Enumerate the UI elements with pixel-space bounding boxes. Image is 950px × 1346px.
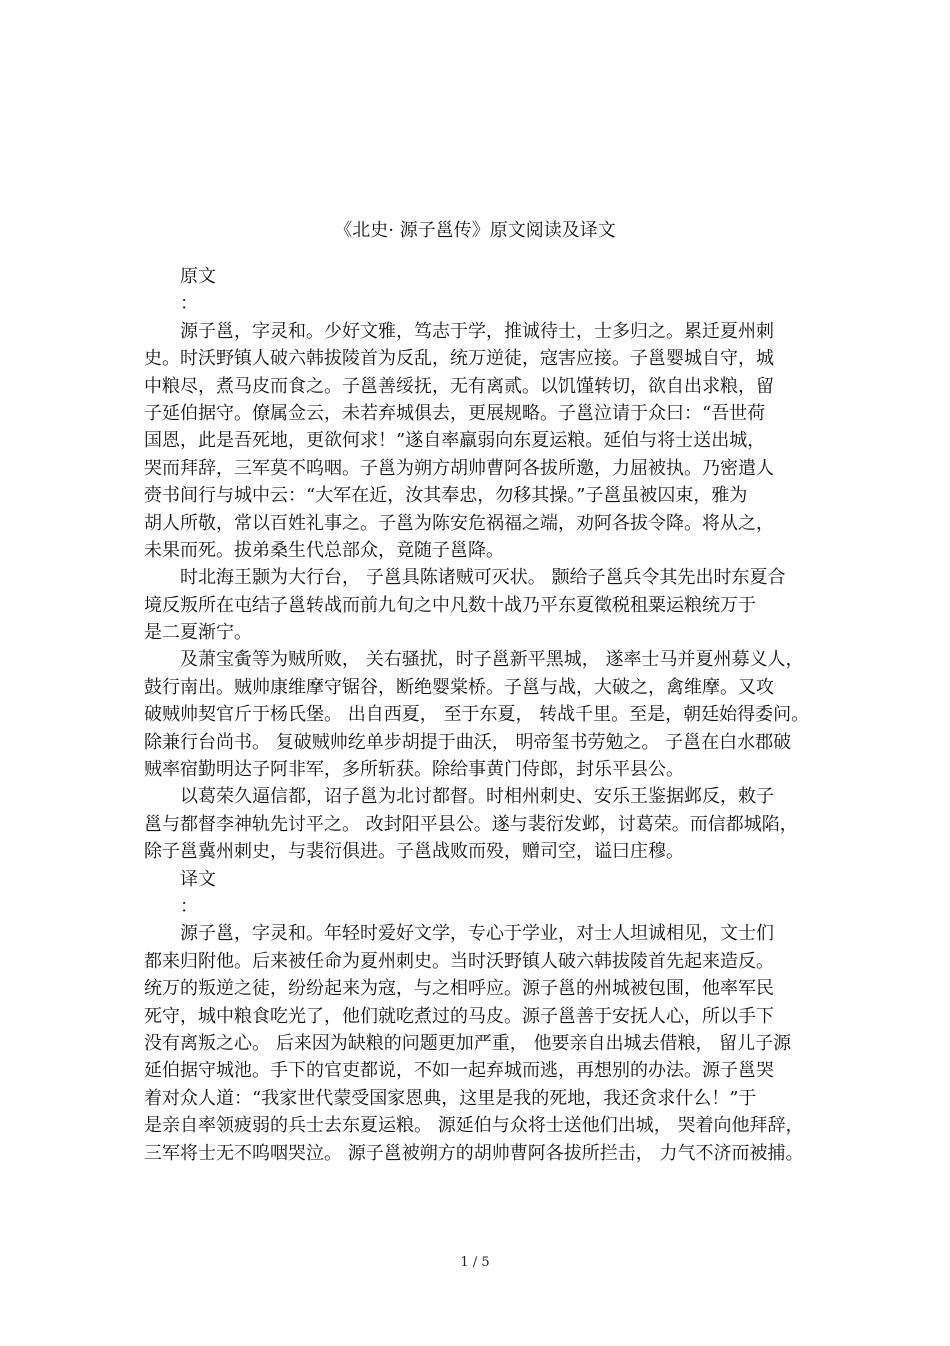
- text-line: 子延伯据守。僚属佥云，未若弃城俱去，更展规略。子邕泣请于众曰：“吾世荷: [144, 402, 766, 424]
- text-line: 破贼帅契官斤于杨氏堡。 出自西夏， 至于东夏， 转战千里。至是，朝廷始得委问。: [144, 704, 810, 726]
- text-line: 是二夏渐宁。: [144, 622, 252, 644]
- text-line: 死守，城中粮食吃光了，他们就吃煮过的马皮。源子邕善于安抚人心，所以手下: [144, 1005, 774, 1027]
- text-line: 时北海王颢为大行台， 子邕具陈诸贼可灭状。 颢给子邕兵令其先出时东夏合: [180, 567, 786, 589]
- text-line: 原文: [180, 266, 216, 287]
- text-line: 赍书间行与城中云：“大军在近，汝其奉忠，勿移其操。”子邕虽被囚束，雅为: [144, 485, 748, 507]
- text-line: 胡人所敬，常以百姓礼事之。子邕为陈安危祸福之端，劝阿各拔令降。将从之，: [144, 512, 774, 534]
- text-line: 贼率宿勤明达子阿非军，多所斩获。除给事黄门侍郎，封乐平县公。: [144, 759, 684, 781]
- text-line: 国恩，此是吾死地，更欲何求！”遂自率羸弱向东夏运粮。延伯与将士送出城，: [144, 430, 766, 452]
- text-line: 鼓行南出。贼帅康维摩守锯谷，断绝婴棠桥。子邕与战，大破之，禽维摩。又攻: [144, 676, 774, 698]
- text-line: 三军将士无不呜咽哭泣。 源子邕被朔方的胡帅曹阿各拔所拦击， 力气不济而被捕。: [144, 1142, 804, 1164]
- text-line: 源子邕，字灵和。年轻时爱好文学，专心于学业，对士人坦诚相见，文士们: [180, 923, 774, 945]
- text-line: 都来归附他。后来被任命为夏州刺史。当时沃野镇人破六韩拔陵首先起来造反。: [144, 950, 774, 972]
- page-number: 1 / 5: [460, 1255, 490, 1270]
- text-line: 史。时沃野镇人破六韩拔陵首为反乱，统万逆徒，寇害应接。子邕婴城自守，城: [144, 348, 774, 370]
- text-line: 未果而死。拔弟桑生代总部众，竟随子邕降。: [144, 539, 504, 561]
- text-line: 除子邕冀州刺史，与裴衍俱进。子邕战败而殁，赠司空，谥曰庄穆。: [144, 841, 684, 863]
- text-line: 源子邕，字灵和。少好文雅，笃志于学，推诚待士，士多归之。累迁夏州刺: [180, 320, 774, 342]
- text-line: 及萧宝夤等为贼所败， 关右骚扰，时子邕新平黑城， 遂率士马并夏州募义人，: [180, 649, 804, 671]
- document-title: 《北史· 源子邕传》原文阅读及译文: [334, 220, 616, 241]
- text-line: 统万的叛逆之徒，纷纷起来为寇，与之相呼应。源子邕的州城被包围，他率军民: [144, 978, 774, 1000]
- text-line: 着对众人道：“我家世代蒙受国家恩典，这里是我的死地，我还贪求什么！”于: [144, 1087, 757, 1109]
- text-line: 延伯据守城池。手下的官吏都说，不如一起弃城而逃，再想别的办法。源子邕哭: [144, 1060, 774, 1082]
- text-line: ：: [180, 293, 198, 315]
- text-line: 以葛荣久逼信都，诏子邕为北讨都督。时相州刺史、安乐王鉴据邺反，敕子: [180, 786, 774, 808]
- text-line: 境反叛所在屯结子邕转战而前九旬之中凡数十战乃平东夏徵税租粟运粮统万于: [144, 594, 756, 616]
- text-line: ：: [180, 895, 198, 917]
- text-line: 除兼行台尚书。 复破贼帅纥单步胡提于曲沃， 明帝玺书劳勉之。 子邕在白水郡破: [144, 731, 792, 753]
- text-line: 哭而拜辞，三军莫不呜咽。子邕为朔方胡帅曹阿各拔所邀，力屈被执。乃密遣人: [144, 457, 774, 479]
- text-line: 中粮尽，煮马皮而食之。子邕善绥抚，无有离贰。以饥馑转切，欲自出求粮，留: [144, 375, 774, 397]
- text-line: 译文: [180, 868, 216, 890]
- text-line: 没有离叛之心。 后来因为缺粮的问题更加严重， 他要亲自出城去借粮， 留儿子源: [144, 1032, 792, 1054]
- text-line: 邕与都督李神轨先讨平之。 改封阳平县公。遂与裴衍发邺，讨葛荣。而信都城陷，: [144, 813, 798, 835]
- document-body: [144, 263, 824, 1167]
- text-line: 是亲自率领疲弱的兵士去东夏运粮。 源延伯与众将士送他们出城， 哭着向他拜辞，: [144, 1115, 804, 1137]
